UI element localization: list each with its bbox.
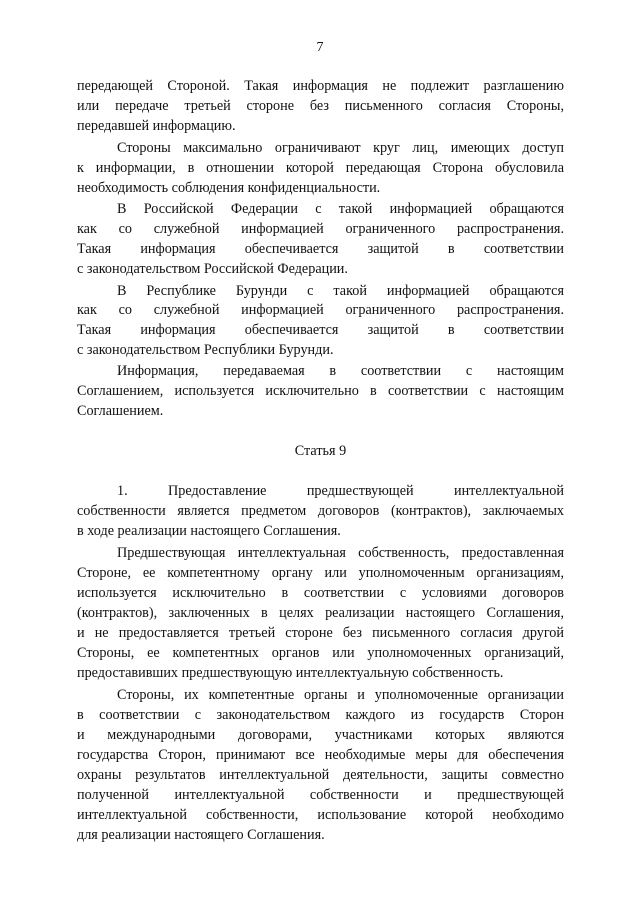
text-line: для реализации настоящего Соглашения.	[77, 827, 325, 843]
text-line: Стороны, их компетентные органы и уполномоченные организации	[117, 687, 564, 703]
text-line: предоставивших предшествующую интеллектуальную собственность.	[77, 665, 504, 681]
text-line: государства Сторон, принимают все необходимые меры для обеспечения	[77, 747, 564, 763]
text-line: охраны результатов интеллектуальной деятельности, защиты совместно	[77, 767, 564, 783]
text-line: Соглашением.	[77, 403, 164, 419]
text-line: интеллектуальной собственности, использование которой необходимо	[77, 807, 564, 823]
text-line: (контрактов), заключенных в целях реализации настоящего Соглашения,	[77, 605, 564, 621]
text-line: Информация, передаваемая в соответствии с настоящим	[117, 363, 564, 379]
text-line: Предшествующая интеллектуальная собственность, предоставленная	[117, 545, 564, 561]
text-line: в соответствии с законодательством каждого из государств Сторон	[77, 707, 564, 723]
text-line: Такая информация обеспечивается защитой в соответствии	[77, 322, 564, 338]
text-line: с законодательством Российской Федерации.	[77, 261, 348, 277]
text-line: 1. Предоставление предшествующей интеллектуальной	[117, 483, 564, 499]
page-number: 7	[316, 40, 324, 55]
text-line: используется исключительно в соответствии с условиями договоров	[77, 585, 564, 601]
text-line: и международными договорами, участниками которых являются	[77, 727, 564, 743]
text-line: В Российской Федерации с такой информацией обращаются	[117, 201, 564, 217]
text-line: Стороны максимально ограничивают круг лиц, имеющих доступ	[117, 140, 564, 156]
text-line: как со служебной информацией ограниченного распространения.	[77, 302, 564, 318]
text-line: необходимость соблюдения конфиденциальности.	[77, 180, 381, 196]
text-line: и не предоставляется третьей стороне без письменного согласия другой	[77, 625, 564, 641]
text-line: собственности является предметом договоров (контрактов), заключаемых	[77, 503, 564, 519]
text-line: в ходе реализации настоящего Соглашения.	[77, 523, 341, 539]
text-line: Стороне, ее компетентному органу или уполномоченным организациям,	[77, 565, 564, 581]
text-line: передающей Стороной. Такая информация не подлежит разглашению	[77, 78, 564, 94]
text-line: или передаче третьей стороне без письменного согласия Стороны,	[77, 98, 564, 114]
text-line: Соглашением, используется исключительно в соответствии с настоящим	[77, 383, 564, 399]
text-line: с законодательством Республики Бурунди.	[77, 342, 334, 358]
text-line: полученной интеллектуальной собственности и предшествующей	[77, 787, 564, 803]
text-line: передавшей информацию.	[77, 118, 236, 134]
text-line: Стороны, ее компетентных органов или уполномоченных организаций,	[77, 645, 564, 661]
text-line: к информации, в отношении которой передающая Сторона обусловила	[77, 160, 564, 176]
article-heading: Статья 9	[294, 443, 347, 459]
text-line: В Республике Бурунди с такой информацией обращаются	[117, 283, 564, 299]
text-line: Такая информация обеспечивается защитой в соответствии	[77, 241, 564, 257]
text-line: как со служебной информацией ограниченного распространения.	[77, 221, 564, 237]
